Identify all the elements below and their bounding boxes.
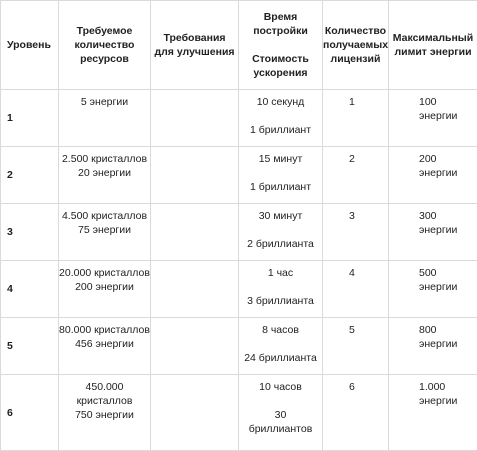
resource-line: 4.500 кристаллов	[59, 209, 150, 223]
header-level: Уровень	[1, 1, 59, 90]
resources-cell	[59, 261, 151, 318]
resource-line: 80.000 кристаллов	[59, 323, 150, 337]
speedup-cost-line: 24 бриллианта	[239, 351, 322, 365]
licenses-cell	[323, 318, 389, 375]
level-cell: 4	[1, 261, 59, 318]
header-licenses	[323, 1, 389, 90]
level-cell: 1	[1, 90, 59, 147]
time-cost-cell	[239, 261, 323, 318]
table-row	[1, 375, 477, 451]
resource-line: 75 энергии	[59, 223, 150, 237]
time-cost-cell	[239, 375, 323, 451]
licenses-value: 1	[323, 90, 388, 109]
header-resources-line: количество	[59, 38, 150, 52]
requirements-cell	[151, 204, 239, 261]
energy-limit-cell	[389, 204, 477, 261]
header-build-time-line: постройки	[239, 24, 322, 38]
resource-line: 456 энергии	[59, 337, 150, 351]
resources-cell	[59, 318, 151, 375]
licenses-value: 5	[323, 318, 388, 337]
resource-line: 5 энергии	[59, 95, 150, 109]
header-requirements-line: для улучшения	[151, 45, 238, 59]
header-licenses-line: получаемых	[323, 38, 388, 52]
licenses-cell	[323, 261, 389, 318]
licenses-cell	[323, 147, 389, 204]
header-licenses-line: Количество	[323, 24, 388, 38]
header-requirements-line: Требования	[151, 31, 238, 45]
table-row	[1, 90, 477, 147]
energy-limit-value: 300 энергии	[389, 204, 477, 237]
speedup-cost-line: 1 бриллиант	[239, 123, 322, 137]
licenses-cell	[323, 90, 389, 147]
speedup-cost-line: 1 бриллиант	[239, 180, 322, 194]
licenses-value: 6	[323, 375, 388, 394]
energy-limit-value: 100 энергии	[389, 90, 477, 123]
requirements-cell	[151, 90, 239, 147]
header-energy-limit-line: лимит энергии	[389, 45, 477, 59]
licenses-value: 2	[323, 147, 388, 166]
build-time-line: 30 минут	[239, 209, 322, 223]
resource-line: 20 энергии	[59, 166, 150, 180]
resource-line: кристаллов	[59, 394, 150, 408]
resource-line: 20.000 кристаллов	[59, 266, 150, 280]
header-requirements	[151, 1, 239, 90]
build-time-line: 8 часов	[239, 323, 322, 337]
energy-limit-cell	[389, 318, 477, 375]
energy-limit-cell	[389, 261, 477, 318]
resources-cell	[59, 204, 151, 261]
requirements-cell	[151, 261, 239, 318]
requirements-cell	[151, 147, 239, 204]
time-cost-cell	[239, 318, 323, 375]
energy-limit-cell	[389, 90, 477, 147]
header-speedup-cost-line: ускорения	[239, 66, 322, 80]
licenses-value: 3	[323, 204, 388, 223]
header-licenses-line: лицензий	[323, 52, 388, 66]
level-cell: 5	[1, 318, 59, 375]
time-cost-cell	[239, 147, 323, 204]
speedup-cost-line: 30	[239, 408, 322, 422]
level-cell: 6	[1, 375, 59, 451]
energy-limit-value: 800 энергии	[389, 318, 477, 351]
level-cell: 3	[1, 204, 59, 261]
energy-limit-cell	[389, 147, 477, 204]
energy-limit-value: 500 энергии	[389, 261, 477, 294]
table-row	[1, 204, 477, 261]
level-cell: 2	[1, 147, 59, 204]
header-build-time-line: Время	[239, 10, 322, 24]
header-energy-limit-line: Максимальный	[389, 31, 477, 45]
table-row	[1, 261, 477, 318]
header-resources-line: ресурсов	[59, 52, 150, 66]
resource-line: 200 энергии	[59, 280, 150, 294]
licenses-value: 4	[323, 261, 388, 280]
licenses-cell	[323, 375, 389, 451]
build-time-line: 10 секунд	[239, 95, 322, 109]
energy-limit-value: 200 энергии	[389, 147, 477, 180]
build-time-line: 15 минут	[239, 152, 322, 166]
build-time-line: 10 часов	[239, 380, 322, 394]
build-time-line: 1 час	[239, 266, 322, 280]
header-energy-limit	[389, 1, 477, 90]
time-cost-cell	[239, 204, 323, 261]
table-row	[1, 318, 477, 375]
resources-cell	[59, 375, 151, 451]
energy-limit-value: 1.000 энергии	[389, 375, 477, 408]
table-header-row	[1, 1, 477, 90]
requirements-cell	[151, 375, 239, 451]
header-resources	[59, 1, 151, 90]
resources-cell	[59, 90, 151, 147]
speedup-cost-line: 3 бриллианта	[239, 294, 322, 308]
resource-line: 450.000	[59, 380, 150, 394]
header-resources-line: Требуемое	[59, 24, 150, 38]
resource-line: 2.500 кристаллов	[59, 152, 150, 166]
time-cost-cell	[239, 90, 323, 147]
speedup-cost-line: бриллиантов	[239, 422, 322, 436]
licenses-cell	[323, 204, 389, 261]
requirements-cell	[151, 318, 239, 375]
speedup-cost-line: 2 бриллианта	[239, 237, 322, 251]
header-speedup-cost-line: Стоимость	[239, 52, 322, 66]
table-row	[1, 147, 477, 204]
energy-limit-cell	[389, 375, 477, 451]
resource-line: 750 энергии	[59, 408, 150, 422]
resources-cell	[59, 147, 151, 204]
header-time-cost	[239, 1, 323, 90]
